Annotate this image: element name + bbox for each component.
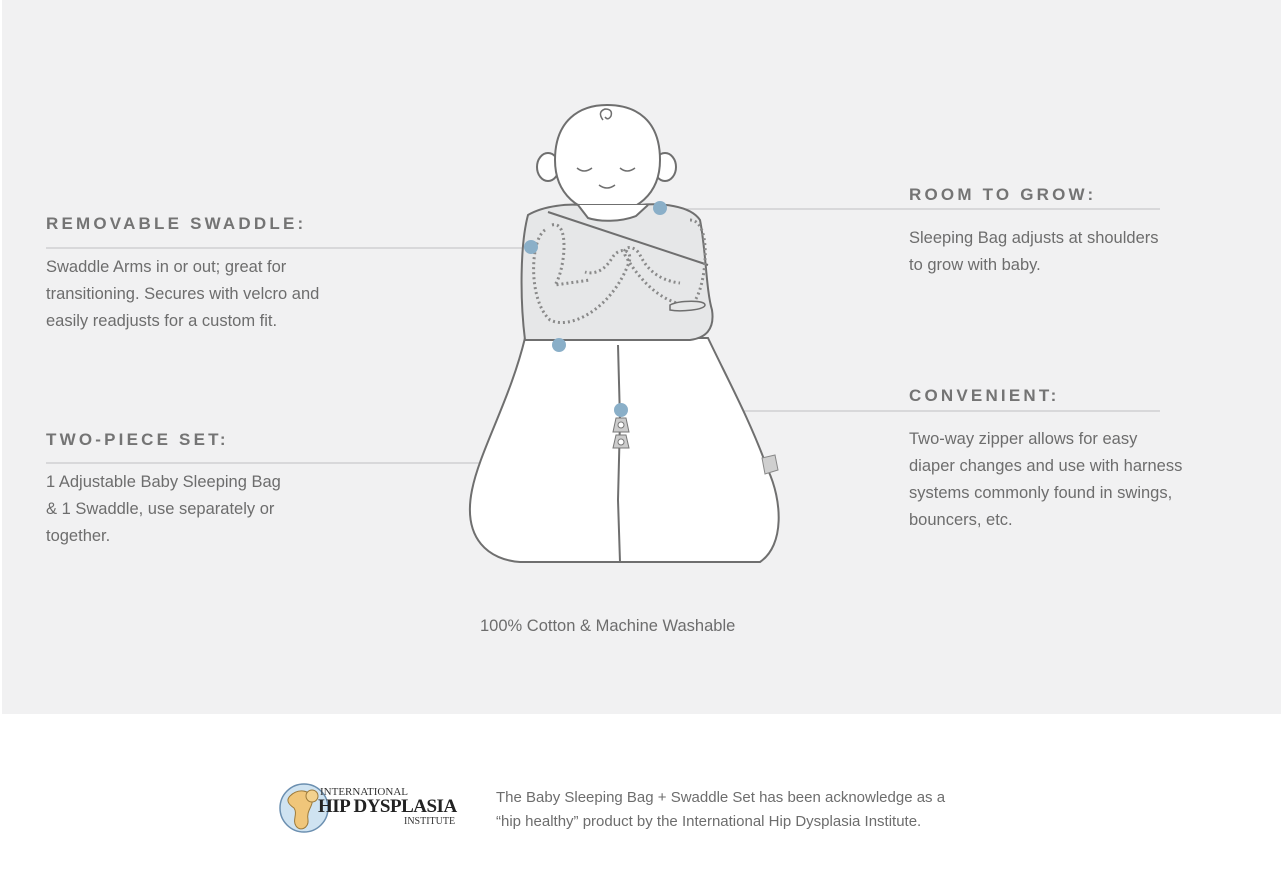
tag-icon: [762, 455, 778, 474]
convenient-text: [909, 426, 1182, 534]
text-line: diaper changes and use with harness: [909, 457, 1183, 475]
text-line: 1 Adjustable Baby Sleeping Bag: [46, 473, 281, 491]
two-piece-set-text: [46, 469, 281, 550]
callout-dot-two-piece-set: [552, 338, 566, 352]
text-line: transitioning. Secures with velcro and: [46, 285, 320, 303]
text-line: Two-way zipper allows for easy: [909, 430, 1138, 448]
text-line: bouncers, etc.: [909, 511, 1013, 529]
text-line: “hip healthy” product by the International Hip Dysplasia Institute.: [496, 813, 922, 830]
zipper-seam: [618, 345, 620, 562]
removable-swaddle-text: [46, 254, 319, 335]
logo-text: INSTITUTE: [404, 816, 456, 827]
material-note: 100% Cotton & Machine Washable: [480, 617, 736, 635]
text-line: together.: [46, 527, 111, 545]
convenient-title: CONVENIENT:: [909, 386, 1060, 405]
room-to-grow-text: [909, 225, 1159, 279]
text-line: The Baby Sleeping Bag + Swaddle Set has been acknowledge as a: [496, 789, 946, 806]
text-line: & 1 Swaddle, use separately or: [46, 500, 275, 518]
text-line: easily readjusts for a custom fit.: [46, 312, 278, 330]
logo-text: INTERNATIONAL: [320, 786, 408, 798]
callout-dot-room-to-grow: [653, 201, 667, 215]
text-line: Sleeping Bag adjusts at shoulders: [909, 229, 1159, 247]
hip-dysplasia-institute-logo: [276, 776, 476, 840]
baby-head: [537, 105, 676, 213]
logo-text: HIP DYSPLASIA: [318, 796, 457, 817]
two-piece-set-title: TWO-PIECE SET:: [46, 430, 229, 449]
text-line: systems commonly found in swings,: [909, 484, 1173, 502]
certification-text: [496, 786, 945, 834]
callout-dot-convenient: [614, 403, 628, 417]
removable-swaddle-title: REMOVABLE SWADDLE:: [46, 214, 307, 233]
sleeping-bag-shape: [470, 338, 779, 562]
callout-dot-removable-swaddle: [524, 240, 538, 254]
text-line: Swaddle Arms in or out; great for: [46, 258, 287, 276]
room-to-grow-title: ROOM TO GROW:: [909, 185, 1097, 204]
text-line: to grow with baby.: [909, 256, 1041, 274]
